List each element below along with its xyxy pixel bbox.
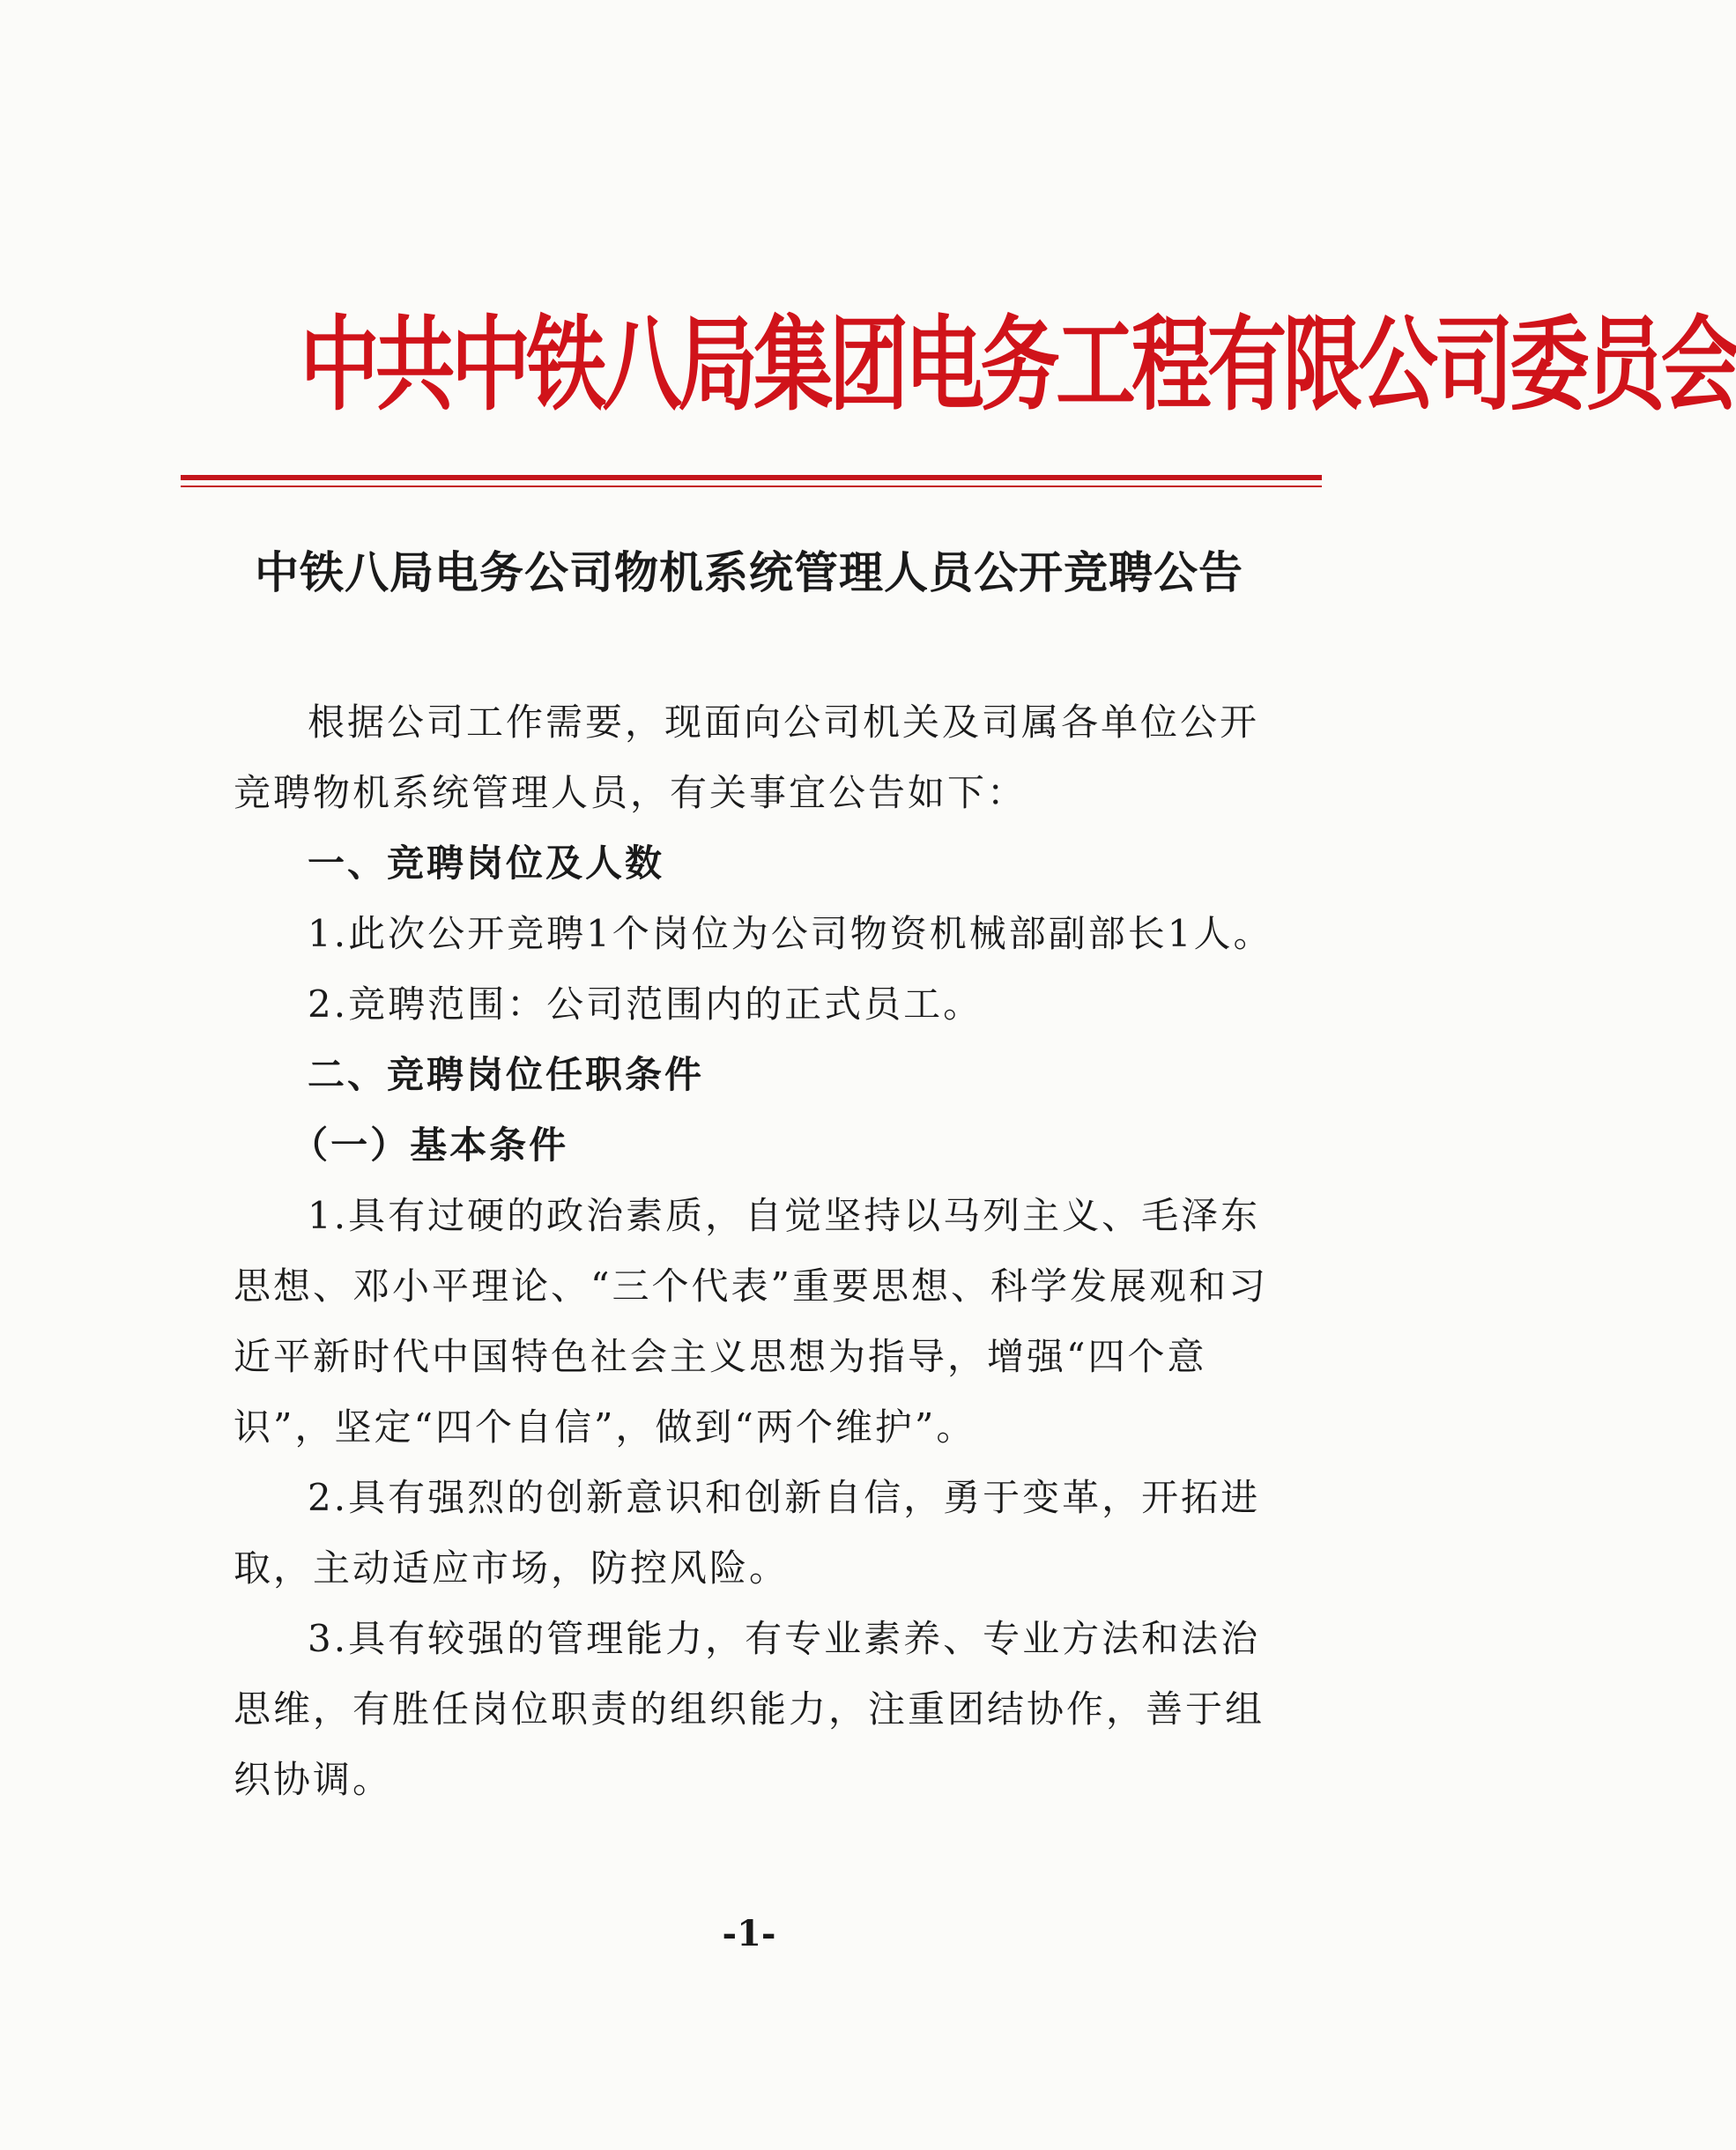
section-2-heading: 二、竞聘岗位任职条件 bbox=[308, 1053, 705, 1096]
page-number: -1- bbox=[722, 1913, 776, 1954]
section-1-item-1: 1.此次公开竞聘1个岗位为公司物资机械部副部长1人。 bbox=[308, 912, 1273, 955]
section-1-item-2: 2.竞聘范围：公司范围内的正式员工。 bbox=[308, 982, 983, 1026]
letterhead-title: 中共中铁八局集团电务工程有限公司委员会 bbox=[300, 306, 1736, 425]
letterhead-rule-thin bbox=[181, 486, 1322, 487]
document-body bbox=[234, 687, 1273, 1815]
section-2-item-1: 1.具有过硬的政治素质，自觉坚持以马列主义、毛泽东思想、邓小平理论、“三个代表”重要思想、科学发展观和习近平新时代中国特色社会主义思想为指导，增强“四个意识”，坚定“四个自信”，做到“两个维护”。 bbox=[234, 1194, 1268, 1449]
section-2-item-3: 3.具有较强的管理能力，有专业素养、专业方法和法治思维，有胜任岗位职责的组织能力，注重团结协作，善于组织协调。 bbox=[234, 1617, 1265, 1801]
intro-paragraph: 根据公司工作需要，现面向公司机关及司属各单位公开竞聘物机系统管理人员，有关事宜公告如下： bbox=[234, 701, 1260, 814]
section-1-heading: 一、竞聘岗位及人数 bbox=[308, 841, 665, 885]
letterhead-rule-thick bbox=[181, 475, 1322, 480]
document-title: 中铁八局电务公司物机系统管理人员公开竞聘公告 bbox=[255, 547, 1243, 598]
section-2-item-2: 2.具有强烈的创新意识和创新自信，勇于变革，开拓进取，主动适应市场，防控风险。 bbox=[234, 1476, 1261, 1590]
section-2-subheading: （一）基本条件 bbox=[291, 1123, 569, 1167]
